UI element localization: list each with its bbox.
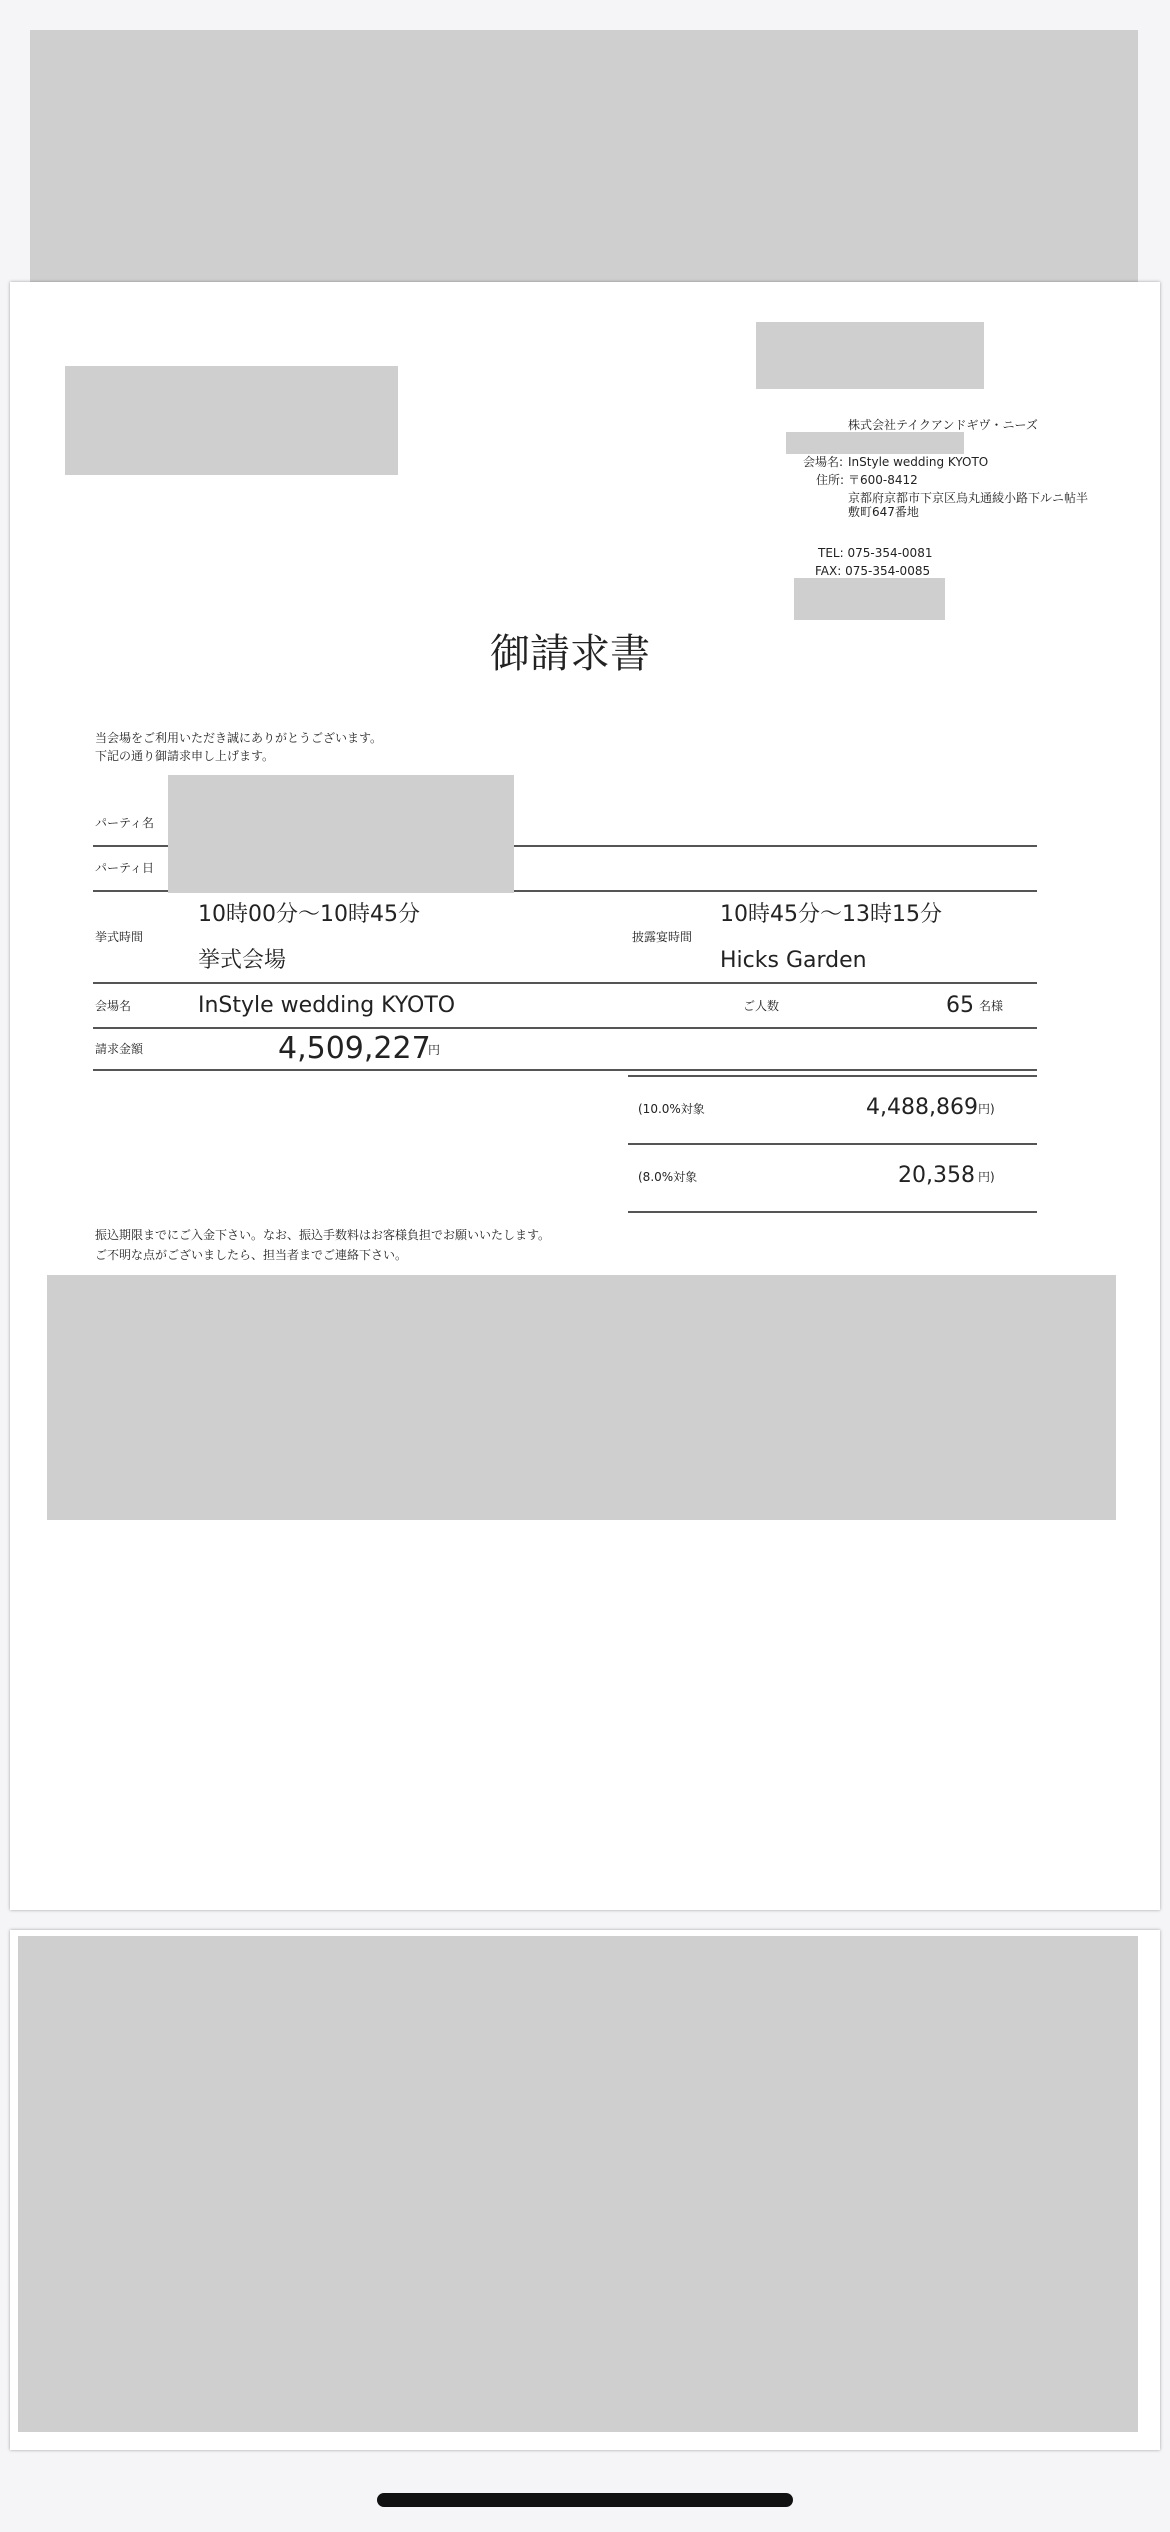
redacted-stamp: [794, 578, 945, 620]
ceremony-time: 10時00分〜10時45分: [198, 902, 420, 927]
reception-time-label: 披露宴時間: [632, 930, 693, 944]
home-indicator[interactable]: [377, 2493, 793, 2507]
company-address-line2: 敷町647番地: [848, 505, 919, 519]
ceremony-time-label: 挙式時間: [95, 930, 144, 944]
ceremony-place: 挙式会場: [198, 948, 287, 973]
venue-value: InStyle wedding KYOTO: [198, 993, 456, 1018]
company-venue-label: 会場名:: [803, 455, 844, 469]
tax8-value: 20,358: [898, 1163, 975, 1188]
reception-place: Hicks Garden: [720, 948, 867, 973]
invoice-page: [10, 282, 1160, 1910]
tax10-label: (10.0%対象: [638, 1102, 705, 1116]
amount-unit: 円: [428, 1043, 441, 1057]
redacted-page-2: [18, 1936, 1138, 2432]
tax-divider: [628, 1211, 1037, 1213]
invoice-page-2: [10, 1930, 1160, 2450]
company-name: 株式会社テイクアンドギヴ・ニーズ: [848, 418, 1038, 432]
tax8-label: (8.0%対象: [638, 1170, 698, 1184]
party-name-label: パーティ名: [95, 816, 155, 830]
company-postal: 〒600-8412: [848, 473, 918, 487]
row-divider: [93, 1069, 1037, 1071]
tax-divider: [628, 1075, 1037, 1077]
row-divider: [93, 1027, 1037, 1029]
company-address-label: 住所:: [816, 473, 845, 487]
guests-value: 65: [946, 993, 974, 1018]
guests-unit: 名様: [979, 999, 1004, 1013]
intro-line-1: 当会場をご利用いただき誠にありがとうございます。: [95, 731, 383, 745]
redacted-party-info: [168, 775, 514, 893]
company-fax: FAX: 075-354-0085: [815, 564, 931, 578]
guests-label: ご人数: [743, 999, 780, 1013]
company-address-line1: 京都府京都市下京区烏丸通綾小路下ルニ帖半: [848, 491, 1089, 505]
redacted-header: [30, 30, 1138, 286]
party-date-label: パーティ日: [95, 861, 155, 875]
amount-label: 請求金額: [95, 1042, 144, 1056]
venue-label: 会場名: [95, 999, 132, 1013]
reception-time: 10時45分〜13時15分: [720, 902, 942, 927]
tax8-unit: 円): [978, 1170, 995, 1184]
redacted-bank-info: [47, 1275, 1116, 1520]
company-venue-value: InStyle wedding KYOTO: [848, 455, 989, 469]
tax10-unit: 円): [978, 1102, 995, 1116]
redacted-company-line: [786, 432, 964, 454]
redacted-logo-right: [756, 322, 984, 389]
redacted-logo-left: [65, 366, 398, 475]
amount-value: 4,509,227: [278, 1031, 431, 1066]
company-tel: TEL: 075-354-0081: [818, 546, 933, 560]
intro-line-2: 下記の通り御請求申し上げます。: [95, 749, 275, 763]
notes-line-1: 振込期限までにご入金下さい。なお、振込手数料はお客様負担でお願いいたします。: [95, 1228, 551, 1242]
document-title: 御請求書: [490, 631, 650, 677]
row-divider: [93, 982, 1037, 984]
notes-line-2: ご不明な点がございましたら、担当者までご連絡下さい。: [95, 1248, 408, 1262]
tax10-value: 4,488,869: [866, 1095, 978, 1120]
tax-divider: [628, 1143, 1037, 1145]
